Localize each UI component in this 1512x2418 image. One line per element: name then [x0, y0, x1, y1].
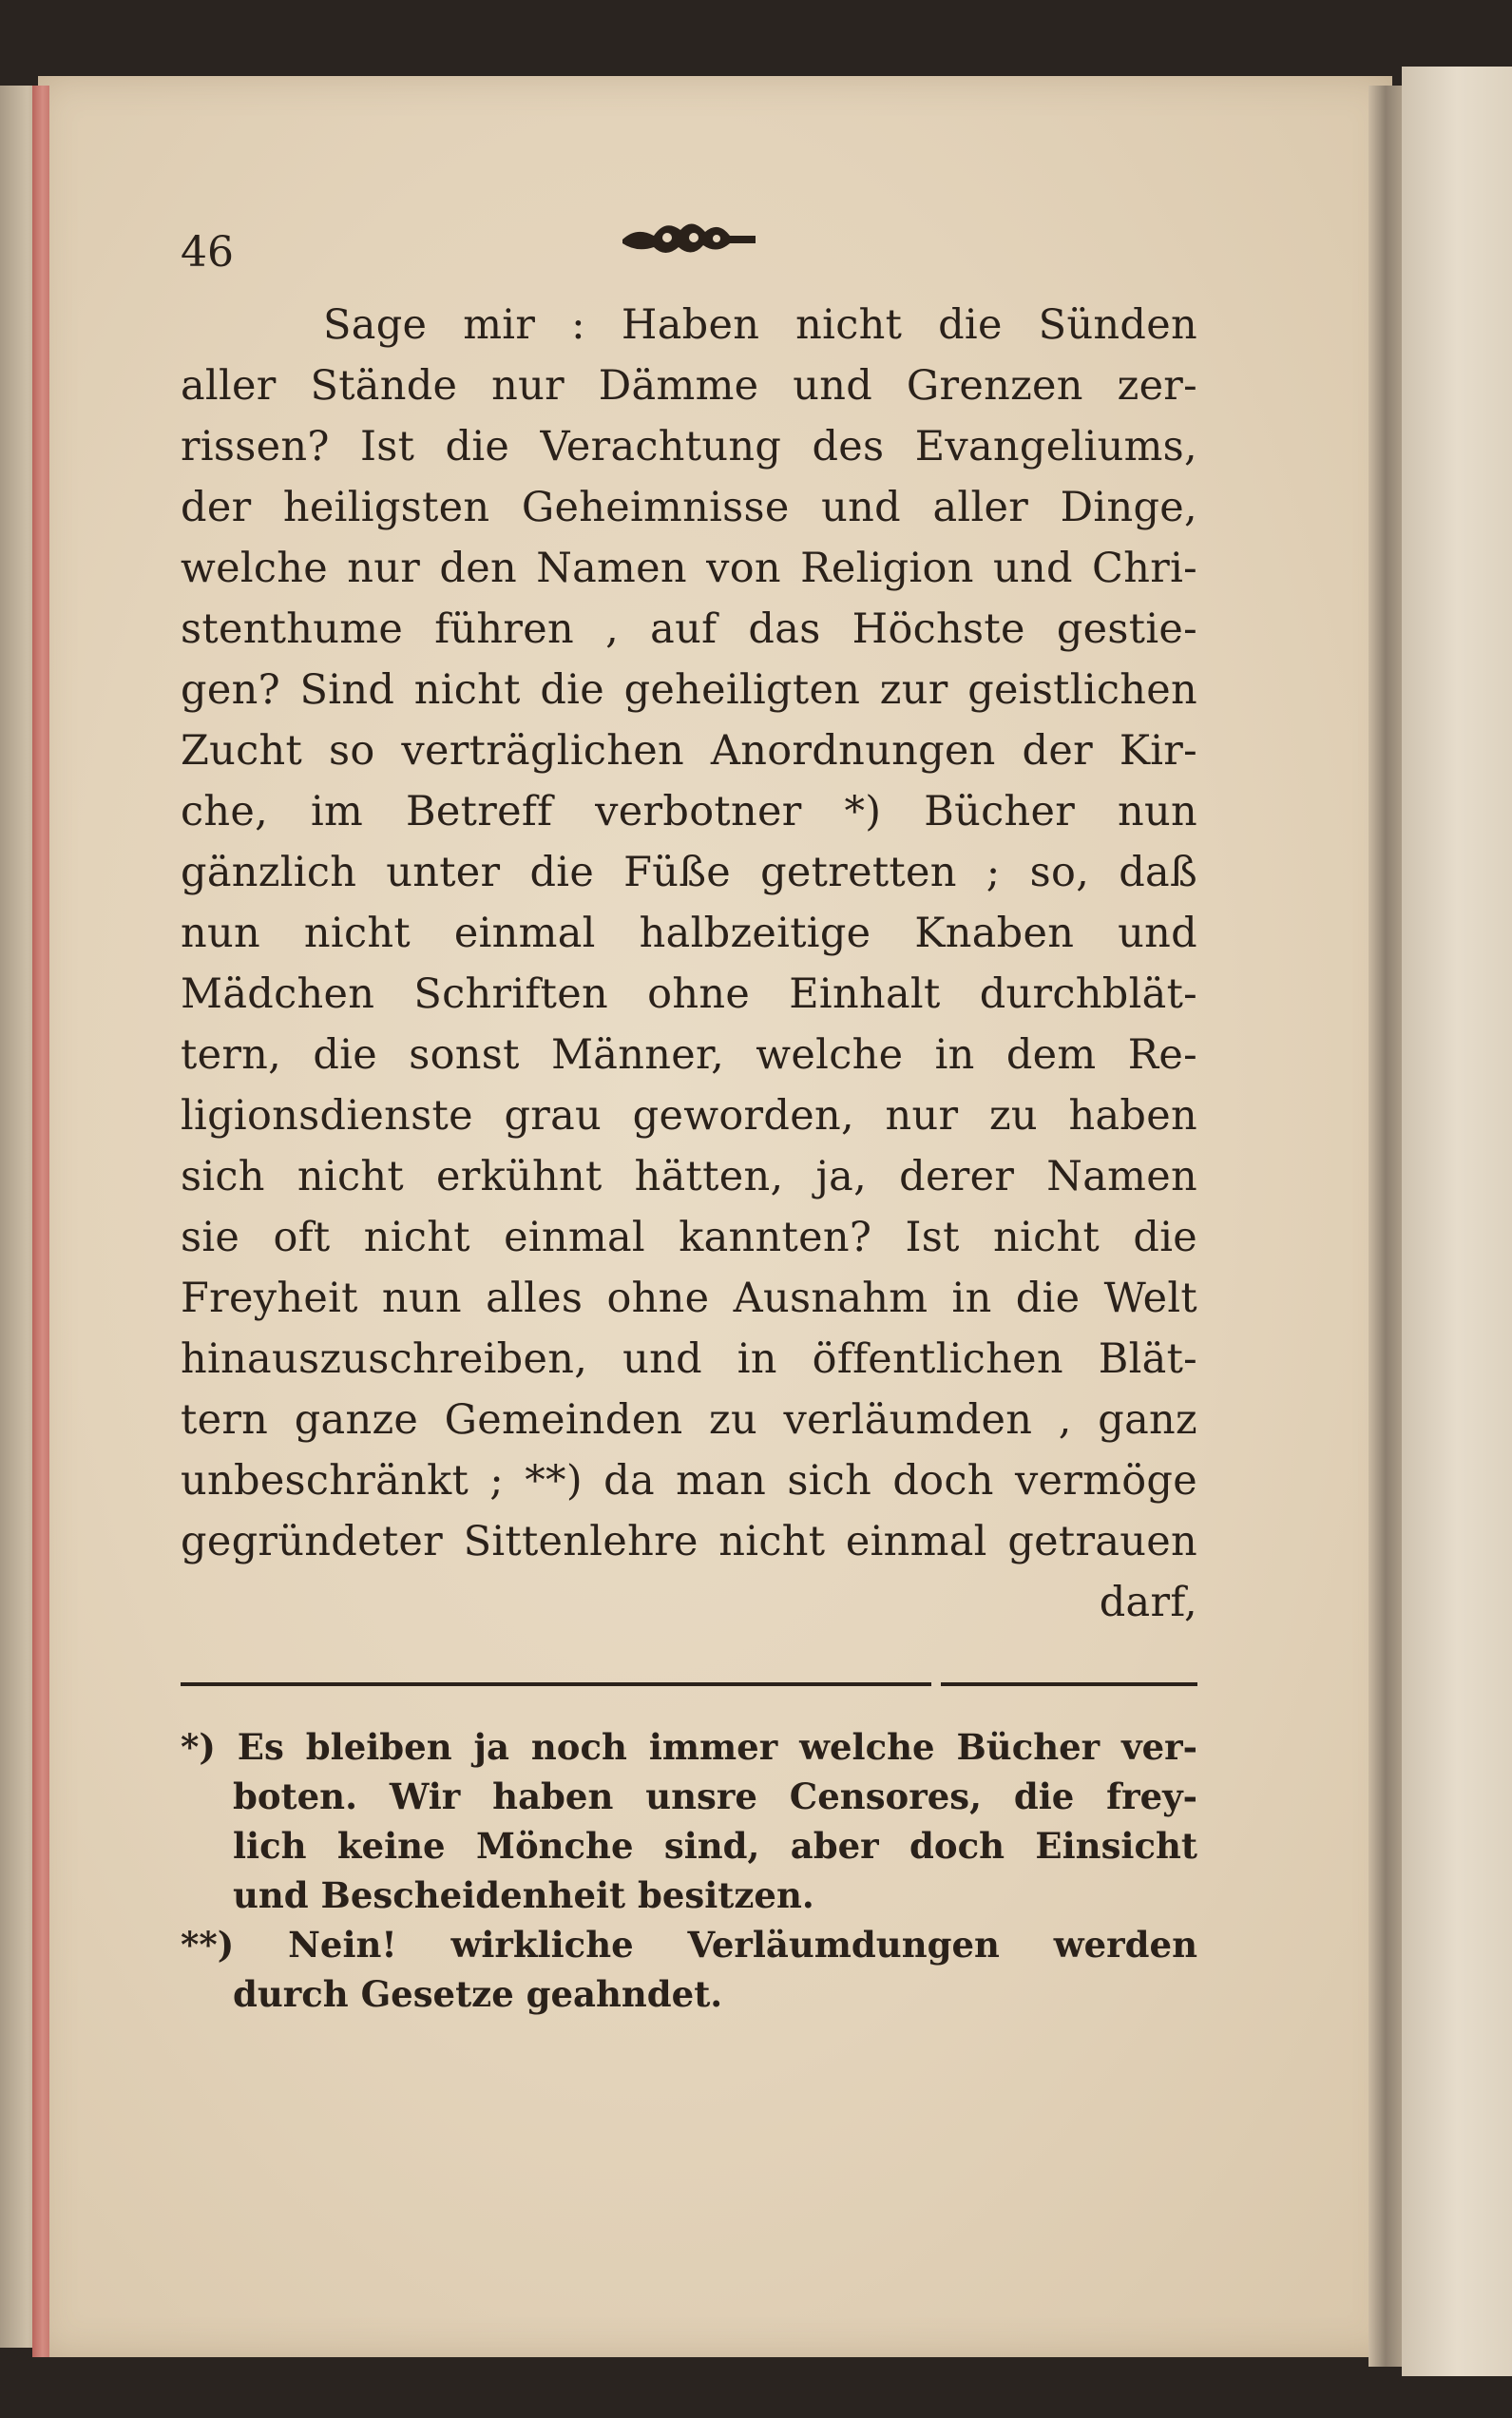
text-line: aller Stände nur Dämme und Grenzen zer- [181, 362, 1197, 410]
text-line: welche nur den Namen von Religion und Chri- [181, 545, 1197, 592]
text-line: Freyheit nun alles ohne Ausnahm in die Welt [181, 1275, 1197, 1322]
text-line: Zucht so verträglichen Anordnungen der Kir- [181, 727, 1197, 775]
text-line: Mädchen Schriften ohne Einhalt durchblät- [181, 970, 1197, 1018]
book-gutter [1368, 86, 1407, 2367]
text-line: sich nicht erkühnt hätten, ja, derer Namen [181, 1153, 1197, 1200]
footnote-line: und Bescheidenheit besitzen. [233, 1874, 814, 1916]
footnote-line: durch Gesetze geahndet. [233, 1973, 723, 2015]
text-line: ligionsdienste grau geworden, nur zu haben [181, 1092, 1197, 1140]
page-header [181, 209, 1197, 295]
footnote-line: boten. Wir haben unsre Censores, die frey- [233, 1775, 1197, 1817]
text-line: tern, die sonst Männer, welche in dem Re- [181, 1031, 1197, 1079]
footnote [181, 1920, 1197, 2019]
page-text-block [181, 209, 1197, 2019]
text-line: gen? Sind nicht die geheiligten zur geistlichen [181, 666, 1197, 714]
footnotes [181, 1722, 1197, 2019]
facing-page-strip [1402, 67, 1512, 2376]
text-line: tern ganze Gemeinden zu verläumden , ganz [181, 1396, 1197, 1444]
text-line: gänzlich unter die Füße getretten ; so, daß [181, 849, 1197, 896]
text-line: hinauszuschreiben, und in öffentlichen Blät- [181, 1335, 1197, 1383]
body-text [181, 295, 1197, 1633]
catchword: darf, [1099, 1579, 1197, 1626]
footnote-line: **) Nein! wirkliche Verläumdungen werden [181, 1924, 1197, 1966]
footnote-rule [181, 1682, 1197, 1688]
footnote-line: lich keine Mönche sind, aber doch Einsicht [233, 1825, 1197, 1867]
text-line: rissen? Ist die Verachtung des Evangeliums, [181, 423, 1197, 470]
text-line: der heiligsten Geheimnisse und aller Dinge, [181, 484, 1197, 531]
text-line: Sage mir : Haben nicht die Sünden [323, 301, 1197, 349]
text-line: nun nicht einmal halbzeitige Knaben und [181, 910, 1197, 957]
text-line: stenthume führen , auf das Höchste gestie- [181, 605, 1197, 653]
text-line: gegründeter Sittenlehre nicht einmal getrauen [181, 1518, 1197, 1565]
text-line: unbeschränkt ; **) da man sich doch vermöge [181, 1457, 1197, 1505]
text-line: che, im Betreff verbotner *) Bücher nun [181, 788, 1197, 835]
text-line: sie oft nicht einmal kannten? Ist nicht die [181, 1214, 1197, 1261]
printer-ornament-icon [618, 209, 760, 266]
footnote-line: *) Es bleiben ja noch immer welche Bücher ver- [181, 1726, 1197, 1768]
page-number: 46 [181, 228, 234, 277]
red-page-edge [32, 86, 49, 2357]
footnote [181, 1722, 1197, 1920]
